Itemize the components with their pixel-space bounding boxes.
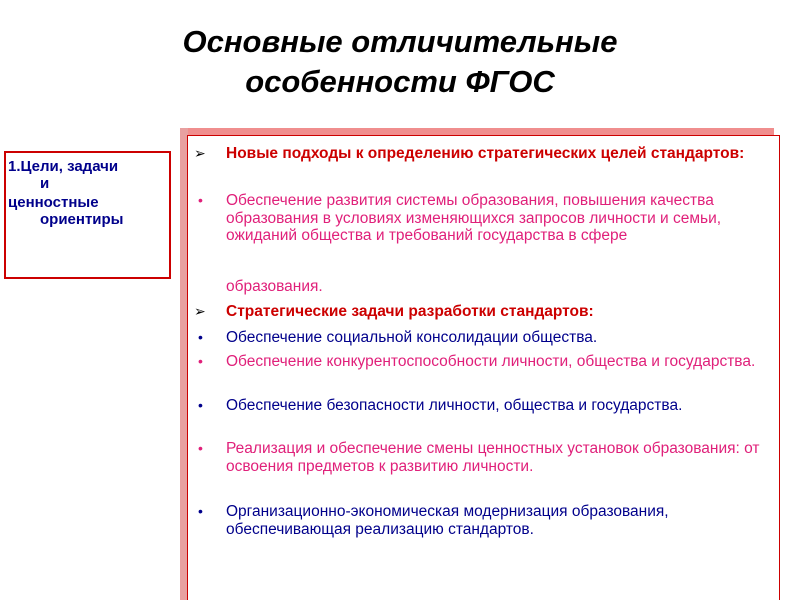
list-item-text: Обеспечение безопасности личности, общества и государства. — [226, 397, 683, 414]
list-item-text: Новые подходы к определению стратегических целей стандартов: — [226, 145, 745, 162]
list-item — [194, 145, 769, 163]
dot-bullet-icon: • — [198, 503, 203, 519]
list-item — [194, 278, 769, 296]
list-item-text: Организационно-экономическая модернизация образования, обеспечивающая реализацию стандартов. — [226, 503, 669, 538]
list-item-text: Обеспечение развития системы образования, повышения качества образования в условиях изменяющихся запросов личности и семьи, ожиданий общества и требований государства в сфере — [226, 192, 722, 244]
slide-title — [100, 22, 700, 102]
list-item-text: образования. — [226, 278, 323, 295]
list-item — [194, 192, 769, 245]
section-label-line-2: и — [40, 175, 50, 192]
list-item — [194, 503, 769, 538]
title-line-2: особенности ФГОС — [245, 64, 555, 99]
title-line-1: Основные отличительные — [182, 24, 618, 59]
list-item — [194, 329, 769, 347]
dot-bullet-icon: • — [198, 397, 203, 413]
list-item-text: Обеспечение социальной консолидации общества. — [226, 329, 598, 346]
dot-bullet-icon: • — [198, 192, 203, 208]
list-item-text: Обеспечение конкурентоспособности личности, общества и государства. — [226, 353, 756, 370]
dot-bullet-icon: • — [198, 329, 203, 345]
arrow-bullet-icon: ➢ — [194, 145, 206, 161]
dot-bullet-icon: • — [198, 353, 203, 369]
list-item-text: Реализация и обеспечение смены ценностных установок образования: от освоения предметов к развитию личности. — [226, 440, 760, 475]
section-label-line-4: ориентиры — [40, 211, 124, 228]
list-item-text: Стратегические задачи разработки стандартов: — [226, 303, 594, 320]
list-item — [194, 440, 769, 475]
section-label-box — [4, 151, 171, 279]
section-label-line-1: 1.Цели, задачи — [8, 158, 119, 175]
arrow-bullet-icon: ➢ — [194, 303, 206, 319]
list-item — [194, 397, 769, 415]
dot-bullet-icon: • — [198, 440, 203, 456]
content-box — [187, 135, 780, 600]
list-item — [194, 353, 769, 371]
list-item — [194, 303, 769, 321]
section-label-line-3: ценностные — [8, 194, 99, 211]
